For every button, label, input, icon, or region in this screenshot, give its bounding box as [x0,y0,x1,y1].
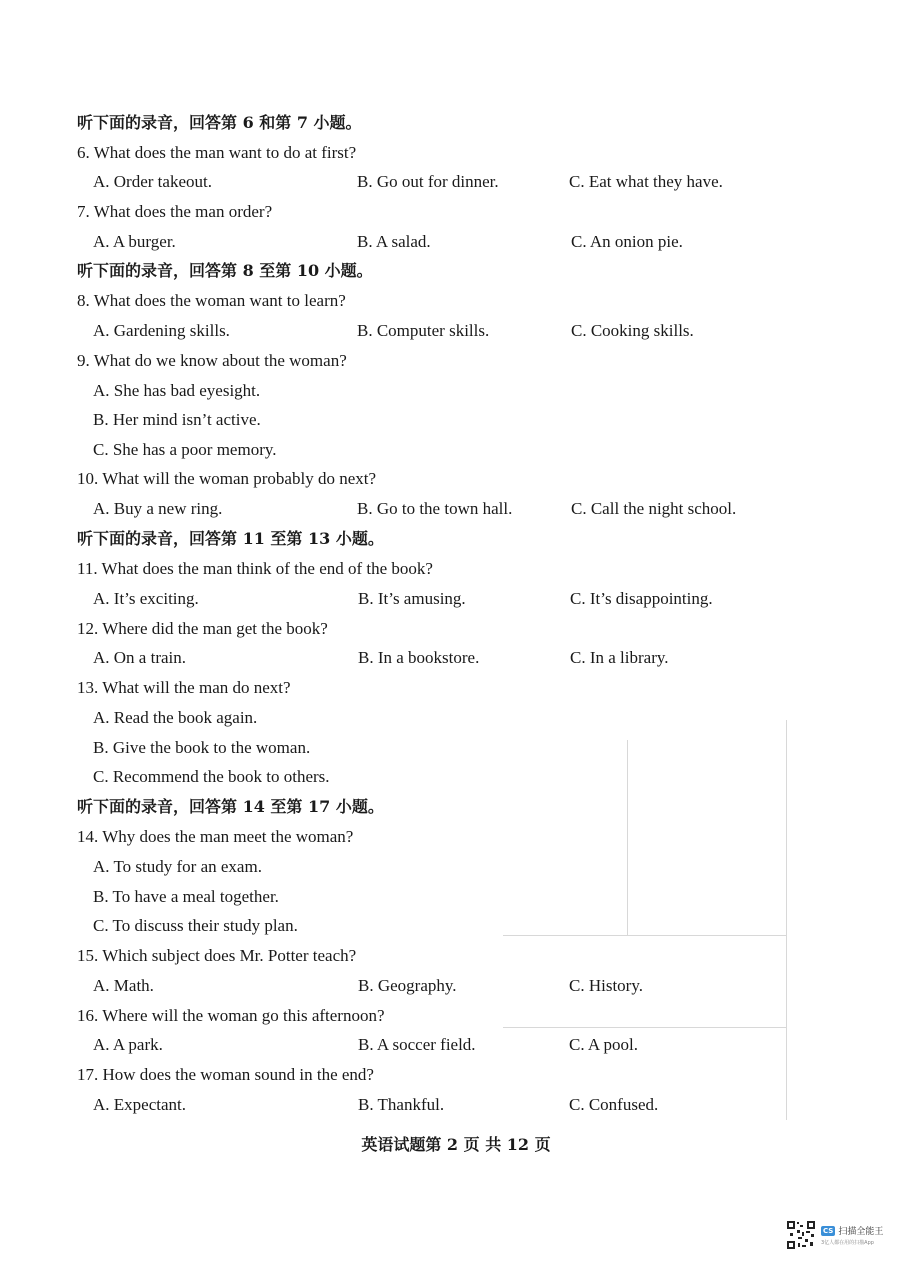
question-10: 10. What will the woman probably do next? [77,469,377,488]
option-c: C. History. [569,976,643,995]
option-c: C. A pool. [569,1035,638,1054]
option-14b: B. To have a meal together. [93,887,279,906]
question-16: 16. Where will the woman go this afternoon? [77,1006,385,1025]
option-a: A. Expectant. [93,1095,186,1114]
option-a: A. Buy a new ring. [93,499,223,518]
section-heading-8-10: 听下面的录音，回答第 8 至第 10 小题。 [77,261,373,280]
options-10 [0,494,912,524]
question-11: 11. What does the man think of the end of the book? [77,559,433,578]
option-a: A. Math. [93,976,154,995]
watermark-brand: 扫描全能王 [838,1227,884,1237]
options-6 [0,167,912,197]
option-14c: C. To discuss their study plan. [93,916,298,935]
option-9a: A. She has bad eyesight. [93,381,261,400]
option-a: A. A park. [93,1035,163,1054]
option-a: A. On a train. [93,648,187,667]
option-9c: C. She has a poor memory. [93,440,277,459]
option-b: B. It’s amusing. [358,589,466,608]
section-heading-14-17: 听下面的录音，回答第 14 至第 17 小题。 [77,797,384,816]
options-7 [0,227,912,257]
option-b: B. In a bookstore. [358,648,480,667]
option-a: A. Order takeout. [93,172,212,191]
question-14: 14. Why does the man meet the woman? [77,827,354,846]
option-c: C. Confused. [569,1095,659,1114]
section-heading-11-13: 听下面的录音，回答第 11 至第 13 小题。 [77,529,384,548]
options-8 [0,316,912,346]
watermark-subtitle: 3亿人都在用的扫描App [821,1240,874,1246]
options-16 [0,1030,912,1060]
option-c: C. Eat what they have. [569,172,723,191]
option-13c: C. Recommend the book to others. [93,767,330,786]
option-14a: A. To study for an exam. [93,857,262,876]
option-b: B. Geography. [358,976,457,995]
options-11 [0,584,912,614]
option-13a: A. Read the book again. [93,708,258,727]
option-b: B. A salad. [357,232,431,251]
option-13b: B. Give the book to the woman. [93,738,311,757]
option-a: A. Gardening skills. [93,321,230,340]
question-7: 7. What does the man order? [77,202,273,221]
question-17: 17. How does the woman sound in the end? [77,1065,374,1084]
qr-code-icon [786,1220,816,1250]
options-12 [0,643,912,673]
question-12: 12. Where did the man get the book? [77,619,328,638]
options-17 [0,1090,912,1120]
option-c: C. An onion pie. [571,232,683,251]
options-15 [0,971,912,1001]
section-heading-6-7: 听下面的录音，回答第 6 和第 7 小题。 [77,113,362,132]
question-9: 9. What do we know about the woman? [77,351,347,370]
option-b: B. A soccer field. [358,1035,476,1054]
option-b: B. Go out for dinner. [357,172,499,191]
scanner-watermark [786,1217,892,1253]
page-footer: 英语试题第 2 页 共 12 页 [361,1135,551,1154]
option-9b: B. Her mind isn’t active. [93,410,261,429]
option-a: A. It’s exciting. [93,589,199,608]
camscanner-logo-icon: CS [823,1226,834,1235]
question-15: 15. Which subject does Mr. Potter teach? [77,946,357,965]
option-c: C. It’s disappointing. [570,589,713,608]
option-b: B. Computer skills. [357,321,490,340]
question-6: 6. What does the man want to do at first? [77,143,357,162]
option-c: C. Call the night school. [571,499,737,518]
option-b: B. Go to the town hall. [357,499,513,518]
question-13: 13. What will the man do next? [77,678,291,697]
option-c: C. Cooking skills. [571,321,694,340]
option-c: C. In a library. [570,648,669,667]
option-a: A. A burger. [93,232,176,251]
option-b: B. Thankful. [358,1095,445,1114]
question-8: 8. What does the woman want to learn? [77,291,346,310]
